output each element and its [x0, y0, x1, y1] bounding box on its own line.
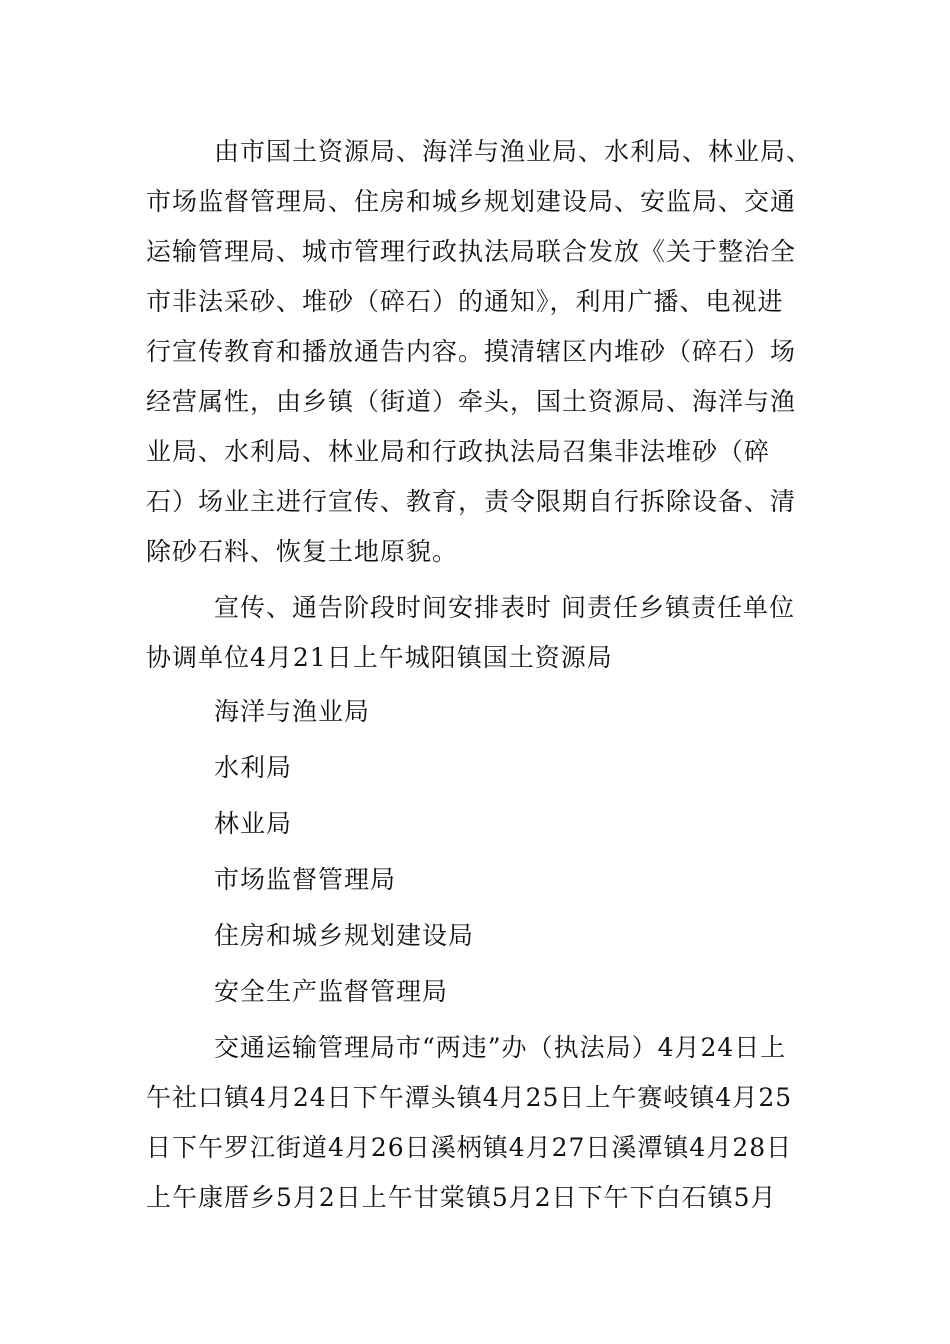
- paragraph-1-line-5: 行宣传教育和播放通告内容。摸清辖区内堆砂（碎石）场: [146, 337, 797, 366]
- paragraph-2-line-2: 协调单位4月21日上午城阳镇国土资源局: [146, 643, 613, 672]
- paragraph-1-line-3: 运输管理局、城市管理行政执法局联合发放《关于整治全: [146, 237, 797, 266]
- unit-item: 市场监督管理局: [214, 865, 397, 894]
- paragraph-3-line-3: 日下午罗江街道4月26日溪柄镇4月27日溪潭镇4月28日: [146, 1133, 793, 1162]
- paragraph-2-line-1: 宣传、通告阶段时间安排表时 间责任乡镇责任单位: [214, 593, 795, 622]
- paragraph-3-line-4: 上午康厝乡5月2日上午甘棠镇5月2日下午下白石镇5月: [146, 1183, 777, 1212]
- paragraph-1-line-1: 由市国土资源局、海洋与渔业局、水利局、林业局、: [214, 137, 813, 166]
- paragraph-1-line-7: 业局、水利局、林业局和行政执法局召集非法堆砂（碎: [146, 437, 771, 466]
- unit-item: 海洋与渔业局: [214, 697, 371, 726]
- paragraph-1-line-2: 市场监督管理局、住房和城乡规划建设局、安监局、交通: [146, 187, 797, 216]
- unit-item: 安全生产监督管理局: [214, 977, 449, 1006]
- paragraph-3-line-1: 交通运输管理局市“两违”办（执法局）4月24日上: [214, 1033, 787, 1062]
- paragraph-1-line-9: 除砂石料、恢复土地原貌。: [146, 537, 459, 566]
- paragraph-1-line-8: 石）场业主进行宣传、教育，责令限期自行拆除设备、清: [146, 487, 797, 516]
- unit-item: 水利局: [214, 753, 293, 782]
- unit-item: 住房和城乡规划建设局: [214, 921, 475, 950]
- paragraph-1-line-6: 经营属性，由乡镇（街道）牵头，国土资源局、海洋与渔: [146, 387, 797, 416]
- unit-item: 林业局: [214, 809, 293, 838]
- paragraph-3-line-2: 午社口镇4月24日下午潭头镇4月25日上午赛岐镇4月25: [146, 1083, 793, 1112]
- paragraph-1-line-4: 市非法采砂、堆砂（碎石）的通知》，利用广播、电视进: [146, 287, 784, 316]
